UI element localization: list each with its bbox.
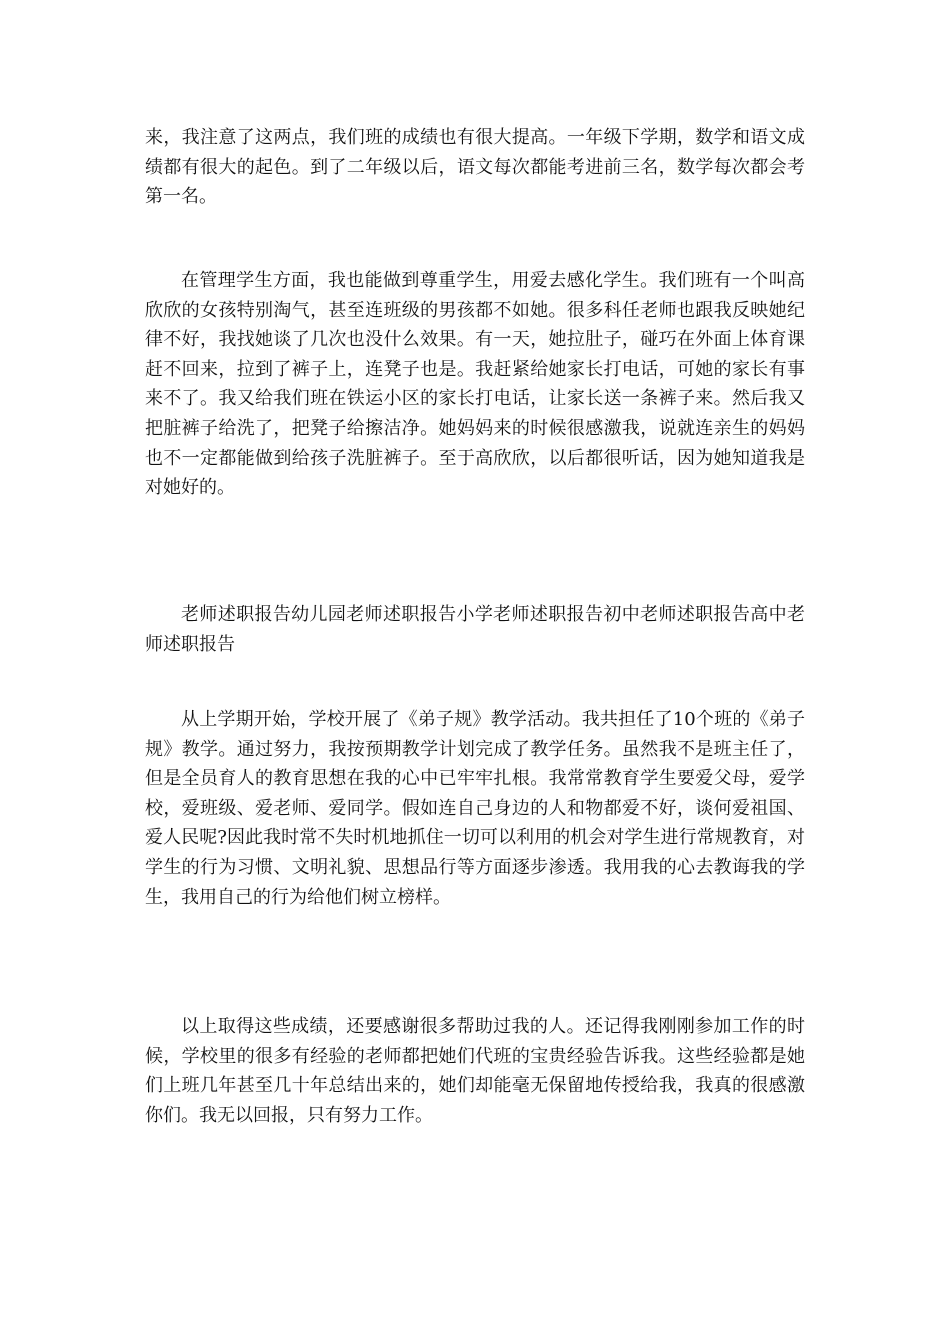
paragraph-dizigui-teaching: 从上学期开始，学校开展了《弟子规》教学活动。我共担任了10个班的《弟子规》教学。通过努力，我按预期教学计划完成了教学任务。虽然我不是班主任了，但是全员育人的教育思想在我的心中已牢牢扎根。我常常教育学生要爱父母，爱学校，爱班级、爱老师、爱同学。假如连自己身边的人和物都爱不好，谈何爱祖国、爱人民呢?因此我时常不失时机地抓住一切可以利用的机会对学生进行常规教育，对学生的行为习惯、文明礼貌、思想品行等方面逐步渗透。我用我的心去教诲我的学生，我用自己的行为给他们树立榜样。 — [145, 709, 805, 908]
paragraph-continuation: 来，我注意了这两点，我们班的成绩也有很大提高。一年级下学期，数学和语文成绩都有很大的起色。到了二年级以后，语文每次都能考进前三名，数学每次都会考第一名。 — [145, 127, 805, 208]
paragraph-acknowledgement: 以上取得这些成绩，还要感谢很多帮助过我的人。还记得我刚刚参加工作的时候，学校里的很多有经验的老师都把她们代班的宝贵经验告诉我。这些经验都是她们上班几年甚至几十年总结出来的，她们却能毫无保留地传授给我，我真的很感激你们。我无以回报，只有努力工作。 — [145, 1016, 805, 1126]
paragraph-report-links: 老师述职报告幼儿园老师述职报告小学老师述职报告初中老师述职报告高中老师述职报告 — [145, 604, 805, 655]
paragraph-student-management: 在管理学生方面，我也能做到尊重学生，用爱去感化学生。我们班有一个叫高欣欣的女孩特别淘气，甚至连班级的男孩都不如她。很多科任老师也跟我反映她纪律不好，我找她谈了几次也没什么效果。有一天，她拉肚子，碰巧在外面上体育课赶不回来，拉到了裤子上，连凳子也是。我赶紧给她家长打电话，可她的家长有事来不了。我又给我们班在铁运小区的家长打电话，让家长送一条裤子来。然后我又把脏裤子给洗了，把凳子给擦洁净。她妈妈来的时候很感激我，说就连亲生的妈妈也不一定都能做到给孩子洗脏裤子。至于高欣欣，以后都很听话，因为她知道我是对她好的。 — [145, 270, 805, 499]
